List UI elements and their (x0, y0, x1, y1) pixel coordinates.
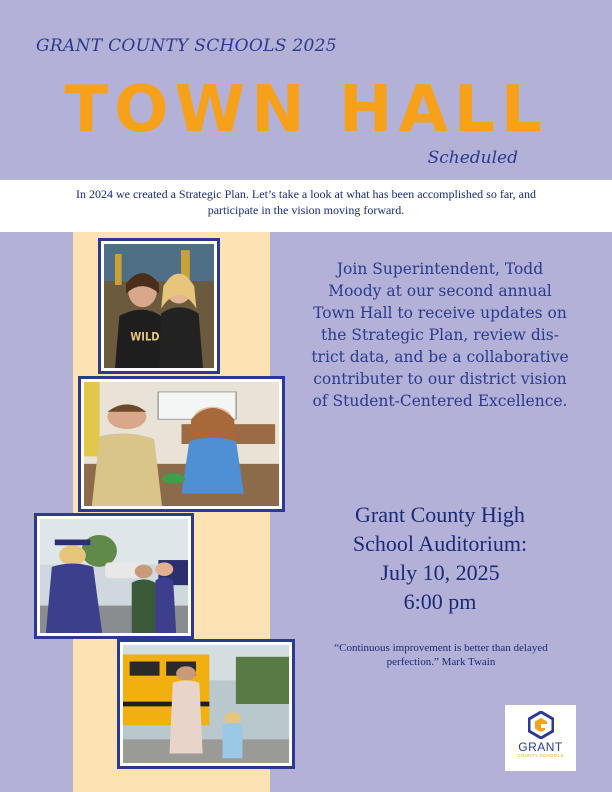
photo-school-bus (117, 639, 295, 769)
subtitle-scheduled: Scheduled (427, 148, 518, 168)
page-title: TOWN HALL (64, 73, 548, 147)
intro-text (50, 186, 562, 218)
event-place-line-1: Grant County High (355, 502, 525, 527)
district-logo (505, 705, 576, 771)
event-date: July 10, 2025 (380, 560, 500, 585)
invitation-line-6: contributer to our district vision (313, 370, 567, 388)
intro-line-1: In 2024 we created a Strategic Plan. Let’s take a look at what has been accomplished so far, and (75, 187, 537, 201)
invitation-line-3: Town Hall to receive updates on (313, 304, 567, 322)
quote-line-1: “Continuous improvement is better than delayed (334, 642, 548, 654)
quote-line-2: perfection.” Mark Twain (386, 656, 496, 668)
invitation-line-1: Join Superintendent, Todd (336, 260, 544, 278)
event-place-line-2: School Auditorium: (352, 531, 528, 556)
photo-classroom-kids-image (84, 382, 279, 506)
photo-school-bus-image (123, 645, 289, 763)
photo-graduation (34, 513, 194, 639)
event-time: 6:00 pm (403, 589, 477, 614)
quote (316, 641, 566, 669)
invitation-line-5: trict data, and be a collaborative (311, 348, 569, 366)
invitation-line-7: of Student-Centered Excellence. (312, 392, 568, 410)
logo-subtext: COUNTY SCHOOLS (517, 753, 564, 758)
invitation-line-4: the Strategic Plan, review dis- (321, 326, 559, 344)
intro-line-2: participate in the vision moving forward. (207, 203, 405, 217)
photo-staff-women (98, 238, 220, 374)
photo-graduation-image (40, 519, 188, 633)
svg-text:WILD: WILD (130, 331, 160, 344)
invitation-text (306, 258, 574, 412)
pre-title: GRANT COUNTY SCHOOLS 2025 (36, 36, 337, 56)
grant-logo-icon (528, 711, 554, 739)
photo-classroom-kids (78, 376, 285, 512)
invitation-line-2: Moody at our second annual (328, 282, 552, 300)
event-details (306, 500, 574, 616)
logo-wordmark: GRANT (518, 740, 563, 754)
photo-staff-women-image (104, 244, 214, 368)
